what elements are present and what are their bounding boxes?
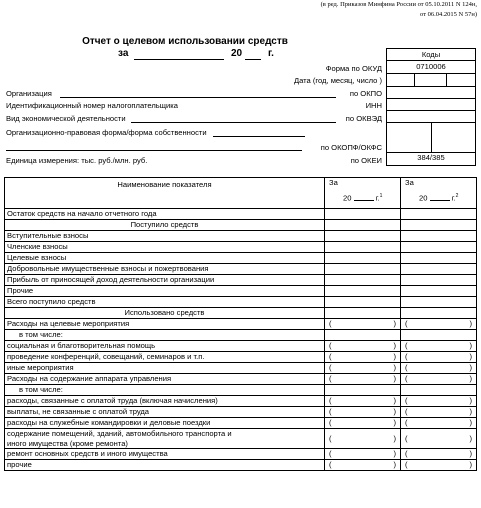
inn-caption: Идентификационный номер налогоплательщика [6, 101, 178, 110]
value-cell[interactable]: ( ) [325, 352, 401, 363]
value-cell[interactable]: ( ) [325, 396, 401, 407]
value-cell[interactable] [401, 231, 477, 242]
row-label: в том числе: [5, 385, 325, 396]
row-label: Прибыль от приносящей доход деятельности организации [5, 275, 325, 286]
value-cell[interactable]: ( ) [325, 341, 401, 352]
value-cell[interactable] [325, 385, 401, 396]
activity-type-label: Вид экономической деятельности [6, 114, 126, 123]
table-row [5, 253, 477, 264]
value-cell[interactable] [325, 264, 401, 275]
row-label: Расходы на содержание аппарата управления [5, 374, 325, 385]
table-row [5, 363, 477, 374]
header-indicator-name: Наименование показателя [5, 178, 325, 209]
value-cell[interactable]: ( ) [401, 407, 477, 418]
value-cell[interactable] [325, 275, 401, 286]
codes-header: Коды [386, 48, 476, 61]
value-cell[interactable]: ( ) [401, 460, 477, 471]
value-cell[interactable] [401, 385, 477, 396]
code-okopf-okfs[interactable] [387, 122, 475, 153]
table-row [5, 407, 477, 418]
value-cell[interactable]: ( ) [401, 374, 477, 385]
row-label: расходы на служебные командировки и деловые поездки [5, 418, 325, 429]
col2-footnote: 2 [455, 193, 459, 199]
value-cell[interactable]: ( ) [401, 429, 477, 449]
row-label: расходы, связанные с оплатой труда (включая начисления) [5, 396, 325, 407]
amendment-note-line1: (в ред. Приказов Минфина России от 05.10.2011 N 124н, [320, 1, 477, 8]
value-cell[interactable] [401, 220, 477, 231]
table-row [5, 429, 477, 449]
unit-label: Единица измерения: тыс. руб./млн. руб. [6, 156, 148, 165]
col2-year: 20 [419, 193, 428, 203]
header-period-2 [401, 178, 477, 209]
row-label: в том числе: [5, 330, 325, 341]
table-row [5, 220, 477, 231]
col2-for: За [405, 178, 414, 187]
value-cell[interactable]: ( ) [401, 341, 477, 352]
organization-label: Организация [6, 89, 52, 98]
table-row [5, 297, 477, 308]
row-label: содержание помещений, зданий, автомобильного транспорта и иного имущества (кроме ремонта) [5, 429, 325, 449]
value-cell[interactable] [401, 264, 477, 275]
code-okud[interactable]: 0710006 [387, 61, 475, 74]
col1-footnote: 1 [379, 193, 383, 199]
value-cell[interactable] [401, 209, 477, 220]
legal-form-field-2[interactable] [6, 150, 302, 151]
table-row [5, 460, 477, 471]
row-label: прочие [5, 460, 325, 471]
table-row [5, 418, 477, 429]
okpo-label: по ОКПО [349, 89, 382, 98]
value-cell[interactable] [401, 275, 477, 286]
period-year-suffix: г. [268, 48, 274, 59]
value-cell[interactable]: ( ) [325, 449, 401, 460]
value-cell[interactable] [325, 209, 401, 220]
col1-suffix: г. [375, 193, 380, 203]
header-period-1 [325, 178, 401, 209]
value-cell[interactable] [401, 242, 477, 253]
value-cell[interactable] [325, 231, 401, 242]
value-cell[interactable] [325, 242, 401, 253]
table-row [5, 385, 477, 396]
value-cell[interactable] [401, 297, 477, 308]
row-label: иные мероприятия [5, 363, 325, 374]
report-title: Отчет о целевом использовании средств [82, 36, 288, 47]
period-year-prefix: 20 [231, 48, 243, 59]
col1-year: 20 [343, 193, 352, 203]
row-label: Использовано средств [5, 308, 325, 319]
row-label: социальная и благотворительная помощь [5, 341, 325, 352]
value-cell[interactable]: ( ) [325, 319, 401, 330]
row-label: Членские взносы [5, 242, 325, 253]
table-row [5, 275, 477, 286]
value-cell[interactable]: ( ) [401, 418, 477, 429]
value-cell[interactable]: ( ) [325, 460, 401, 471]
legal-form-field[interactable] [213, 136, 305, 137]
col1-for: За [329, 178, 338, 187]
table-row [5, 319, 477, 330]
code-okei[interactable]: 384/385 [417, 153, 445, 162]
value-cell[interactable]: ( ) [325, 407, 401, 418]
period-year-line[interactable] [245, 59, 261, 60]
value-cell[interactable] [325, 297, 401, 308]
value-cell[interactable]: ( ) [401, 396, 477, 407]
table-row [5, 286, 477, 297]
value-cell[interactable] [401, 286, 477, 297]
value-cell[interactable]: ( ) [401, 352, 477, 363]
period-line[interactable] [134, 59, 224, 60]
row-label: Прочие [5, 286, 325, 297]
table-row [5, 374, 477, 385]
okopf-okfs-label: по ОКОПФ/ОКФС [320, 143, 382, 152]
amendment-note [321, 0, 477, 20]
table-row [5, 209, 477, 220]
row-label: Всего поступило средств [5, 297, 325, 308]
value-cell[interactable]: ( ) [401, 319, 477, 330]
report-period [60, 48, 310, 60]
value-cell[interactable]: ( ) [325, 429, 401, 449]
value-cell[interactable]: ( ) [401, 363, 477, 374]
table-row [5, 341, 477, 352]
value-cell[interactable] [401, 308, 477, 319]
table-row [5, 264, 477, 275]
row-label: ремонт основных средств и иного имущества [5, 449, 325, 460]
period-for-label: за [118, 48, 129, 59]
table-row [5, 242, 477, 253]
legal-form-label: Организационно-правовая форма/форма собственности [6, 128, 207, 137]
table-row [5, 308, 477, 319]
value-cell[interactable] [401, 330, 477, 341]
row-label: Расходы на целевые мероприятия [5, 319, 325, 330]
inn-label: ИНН [365, 101, 382, 110]
value-cell[interactable] [325, 253, 401, 264]
okud-label: Форма по ОКУД [325, 64, 382, 73]
okved-label: по ОКВЭД [345, 114, 382, 123]
row-label: Остаток средств на начало отчетного года [5, 209, 325, 220]
row-label: Целевые взносы [5, 253, 325, 264]
table-row [5, 352, 477, 363]
value-cell[interactable]: ( ) [325, 374, 401, 385]
value-cell[interactable] [401, 253, 477, 264]
value-cell[interactable] [325, 330, 401, 341]
table-row [5, 396, 477, 407]
table-row [5, 449, 477, 460]
okei-label: по ОКЕИ [350, 156, 382, 165]
table-row [5, 330, 477, 341]
date-label: Дата (год, месяц, число ) [293, 76, 382, 85]
col2-suffix: г. [451, 193, 456, 203]
value-cell[interactable] [325, 308, 401, 319]
table-row [5, 231, 477, 242]
value-cell[interactable]: ( ) [325, 363, 401, 374]
row-label: Вступительные взносы [5, 231, 325, 242]
row-label: Добровольные имущественные взносы и пожертвования [5, 264, 325, 275]
value-cell[interactable]: ( ) [325, 418, 401, 429]
value-cell[interactable] [325, 220, 401, 231]
value-cell[interactable]: ( ) [401, 449, 477, 460]
report-table [4, 177, 477, 471]
amendment-note-line2: от 06.04.2015 N 57н) [420, 11, 477, 18]
row-label: проведение конференций, совещаний, семинаров и т.п. [5, 352, 325, 363]
value-cell[interactable] [325, 286, 401, 297]
row-label: Поступило средств [5, 220, 325, 231]
row-label: выплаты, не связанные с оплатой труда [5, 407, 325, 418]
